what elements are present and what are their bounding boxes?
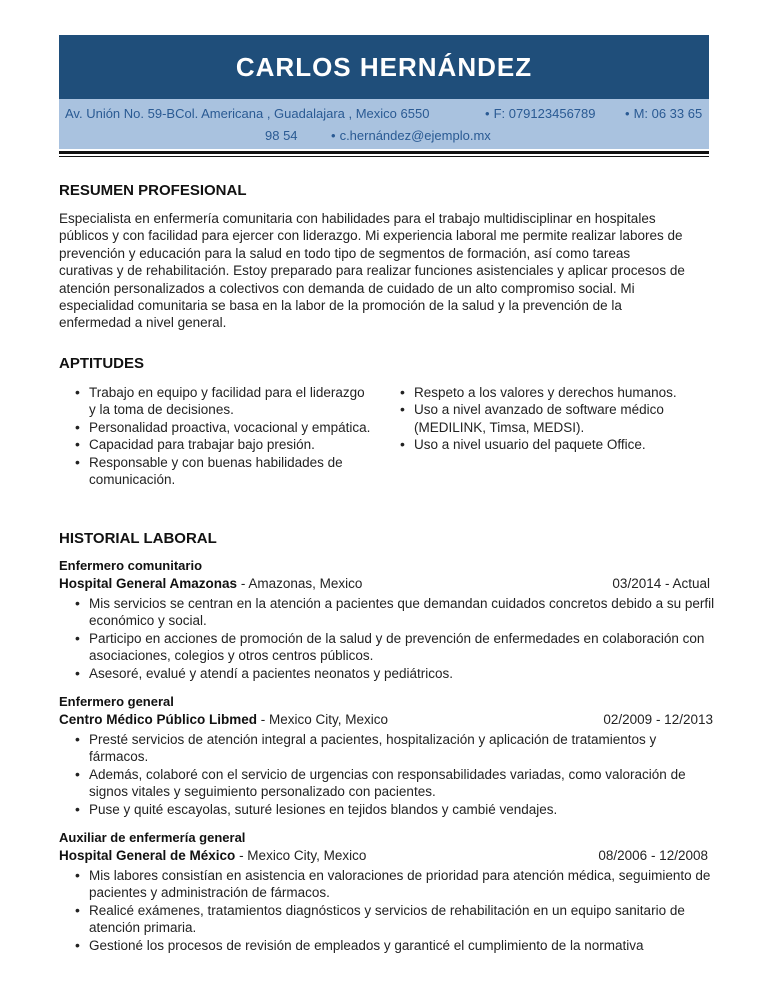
candidate-name: CARLOS HERNÁNDEZ: [235, 51, 533, 82]
list-item: • Asesoré, evalué y atendí a pacientes neonatos y pediátricos.: [75, 665, 715, 682]
job-bullets: [75, 595, 715, 682]
list-item: • Gestioné los procesos de revisión de empleados y garanticé el cumplimiento de la normativa: [75, 937, 715, 954]
job-employer-line: [59, 848, 710, 863]
list-item: • Capacidad para trabajar bajo presión.: [75, 436, 375, 453]
history-heading: HISTORIAL LABORAL: [59, 530, 217, 547]
list-item: • Respeto a los valores y derechos humanos.: [400, 384, 705, 401]
list-item: • Uso a nivel usuario del paquete Office.: [400, 436, 705, 453]
job-dates: 02/2009 - 12/2013: [603, 712, 713, 727]
email-link[interactable]: • c.hernández@ejemplo.mx: [331, 128, 491, 143]
job-employer-line: [59, 712, 713, 727]
employer-name: Hospital General de México: [59, 848, 236, 863]
bullet-icon: •: [485, 106, 490, 121]
summary-line: prevención y educación para la salud en todo tipo de segmentos de formación, así como tareas: [59, 245, 631, 261]
phone-m: • M: 06 33 65: [625, 106, 703, 121]
bullet-icon: •: [331, 128, 336, 143]
summary-line: curativas y de rehabilitación. Estoy preparado para realizar funciones asistenciales y aplicar procesos de: [59, 263, 685, 279]
employer-location: - Mexico City, Mexico: [235, 848, 367, 863]
address-line-1: Av. Unión No. 59-BCol. Americana , Guadalajara , Mexico 6550: [65, 106, 430, 121]
job-bullets: [75, 731, 715, 818]
address-line-2: 98 54: [265, 128, 298, 143]
list-item: • Personalidad proactiva, vocacional y empática.: [75, 419, 375, 436]
summary-heading: RESUMEN PROFESIONAL: [59, 182, 247, 199]
summary-line: atención personalizados a colectivos con demanda de cuidado de un alto compromiso social. Mi: [59, 280, 635, 296]
summary-line: especialidad comunitaria se basa en la labor de la promoción de la salud y la prevención de la: [59, 298, 622, 314]
list-item: • Responsable y con buenas habilidades de comunicación.: [75, 454, 375, 489]
employer-location: - Amazonas, Mexico: [237, 576, 363, 591]
list-item: • Mis labores consistían en asistencia en valoraciones de prioridad para atención médica, seguimiento de pacientes y administración de fármacos.: [75, 867, 715, 902]
list-item: • Participo en acciones de promoción de la salud y de prevención de enfermedades en colaboración con asociaciones, colegios y otros centros públicos.: [75, 630, 715, 665]
list-item: • Uso a nivel avanzado de software médico (MEDILINK, Timsa, MEDSI).: [400, 401, 705, 436]
contact-banner: [59, 99, 709, 149]
employer-location: - Mexico City, Mexico: [257, 712, 389, 727]
skills-list-right: [400, 384, 705, 454]
list-item: • Realicé exámenes, tratamientos diagnósticos y servicios de rehabilitación en un equipo sanitario de atención primaria.: [75, 902, 715, 937]
job-dates: 08/2006 - 12/2008: [598, 848, 708, 863]
job-title: Auxiliar de enfermería general: [59, 830, 246, 845]
employer-name: Hospital General Amazonas: [59, 576, 238, 591]
name-banner: [59, 35, 709, 99]
phone-f: • F: 079123456789: [485, 106, 596, 121]
job-dates: 03/2014 - Actual: [612, 576, 710, 591]
list-item: • Presté servicios de atención integral a pacientes, hospitalización y aplicación de tratamientos y fármacos.: [75, 731, 715, 766]
job-title: Enfermero general: [59, 694, 174, 709]
skills-list-left: [75, 384, 375, 488]
list-item: • Además, colaboré con el servicio de urgencias con responsabilidades variadas, como valoración de signos vitales y seguimiento personalizado con pacientes.: [75, 766, 715, 801]
summary-line: enfermedad a nivel general.: [59, 315, 227, 331]
job-employer-line: [59, 576, 710, 591]
header-divider-thick: [59, 151, 709, 154]
list-item: • Puse y quité escayolas, suturé lesiones en tejidos blandos y cambié vendajes.: [75, 801, 715, 818]
skills-heading: APTITUDES: [59, 355, 145, 372]
header-divider-thin: [59, 156, 709, 157]
summary-line: públicos y con facilidad para ejercer con liderazgo. Mi experiencia laboral me permite realizar labores de: [59, 228, 683, 244]
list-item: • Trabajo en equipo y facilidad para el liderazgo y la toma de decisiones.: [75, 384, 375, 419]
summary-line: Especialista en enfermería comunitaria con habilidades para el trabajo multidisciplinar en hospitales: [59, 211, 656, 226]
bullet-icon: •: [625, 106, 630, 121]
job-title: Enfermero comunitario: [59, 558, 203, 573]
list-item: • Mis servicios se centran en la atención a pacientes que demandan cuidados concretos debido a su perfil económico y social.: [75, 595, 715, 630]
employer-name: Centro Médico Público Libmed: [59, 712, 258, 727]
summary-paragraph: [59, 210, 714, 332]
job-bullets: [75, 867, 715, 954]
